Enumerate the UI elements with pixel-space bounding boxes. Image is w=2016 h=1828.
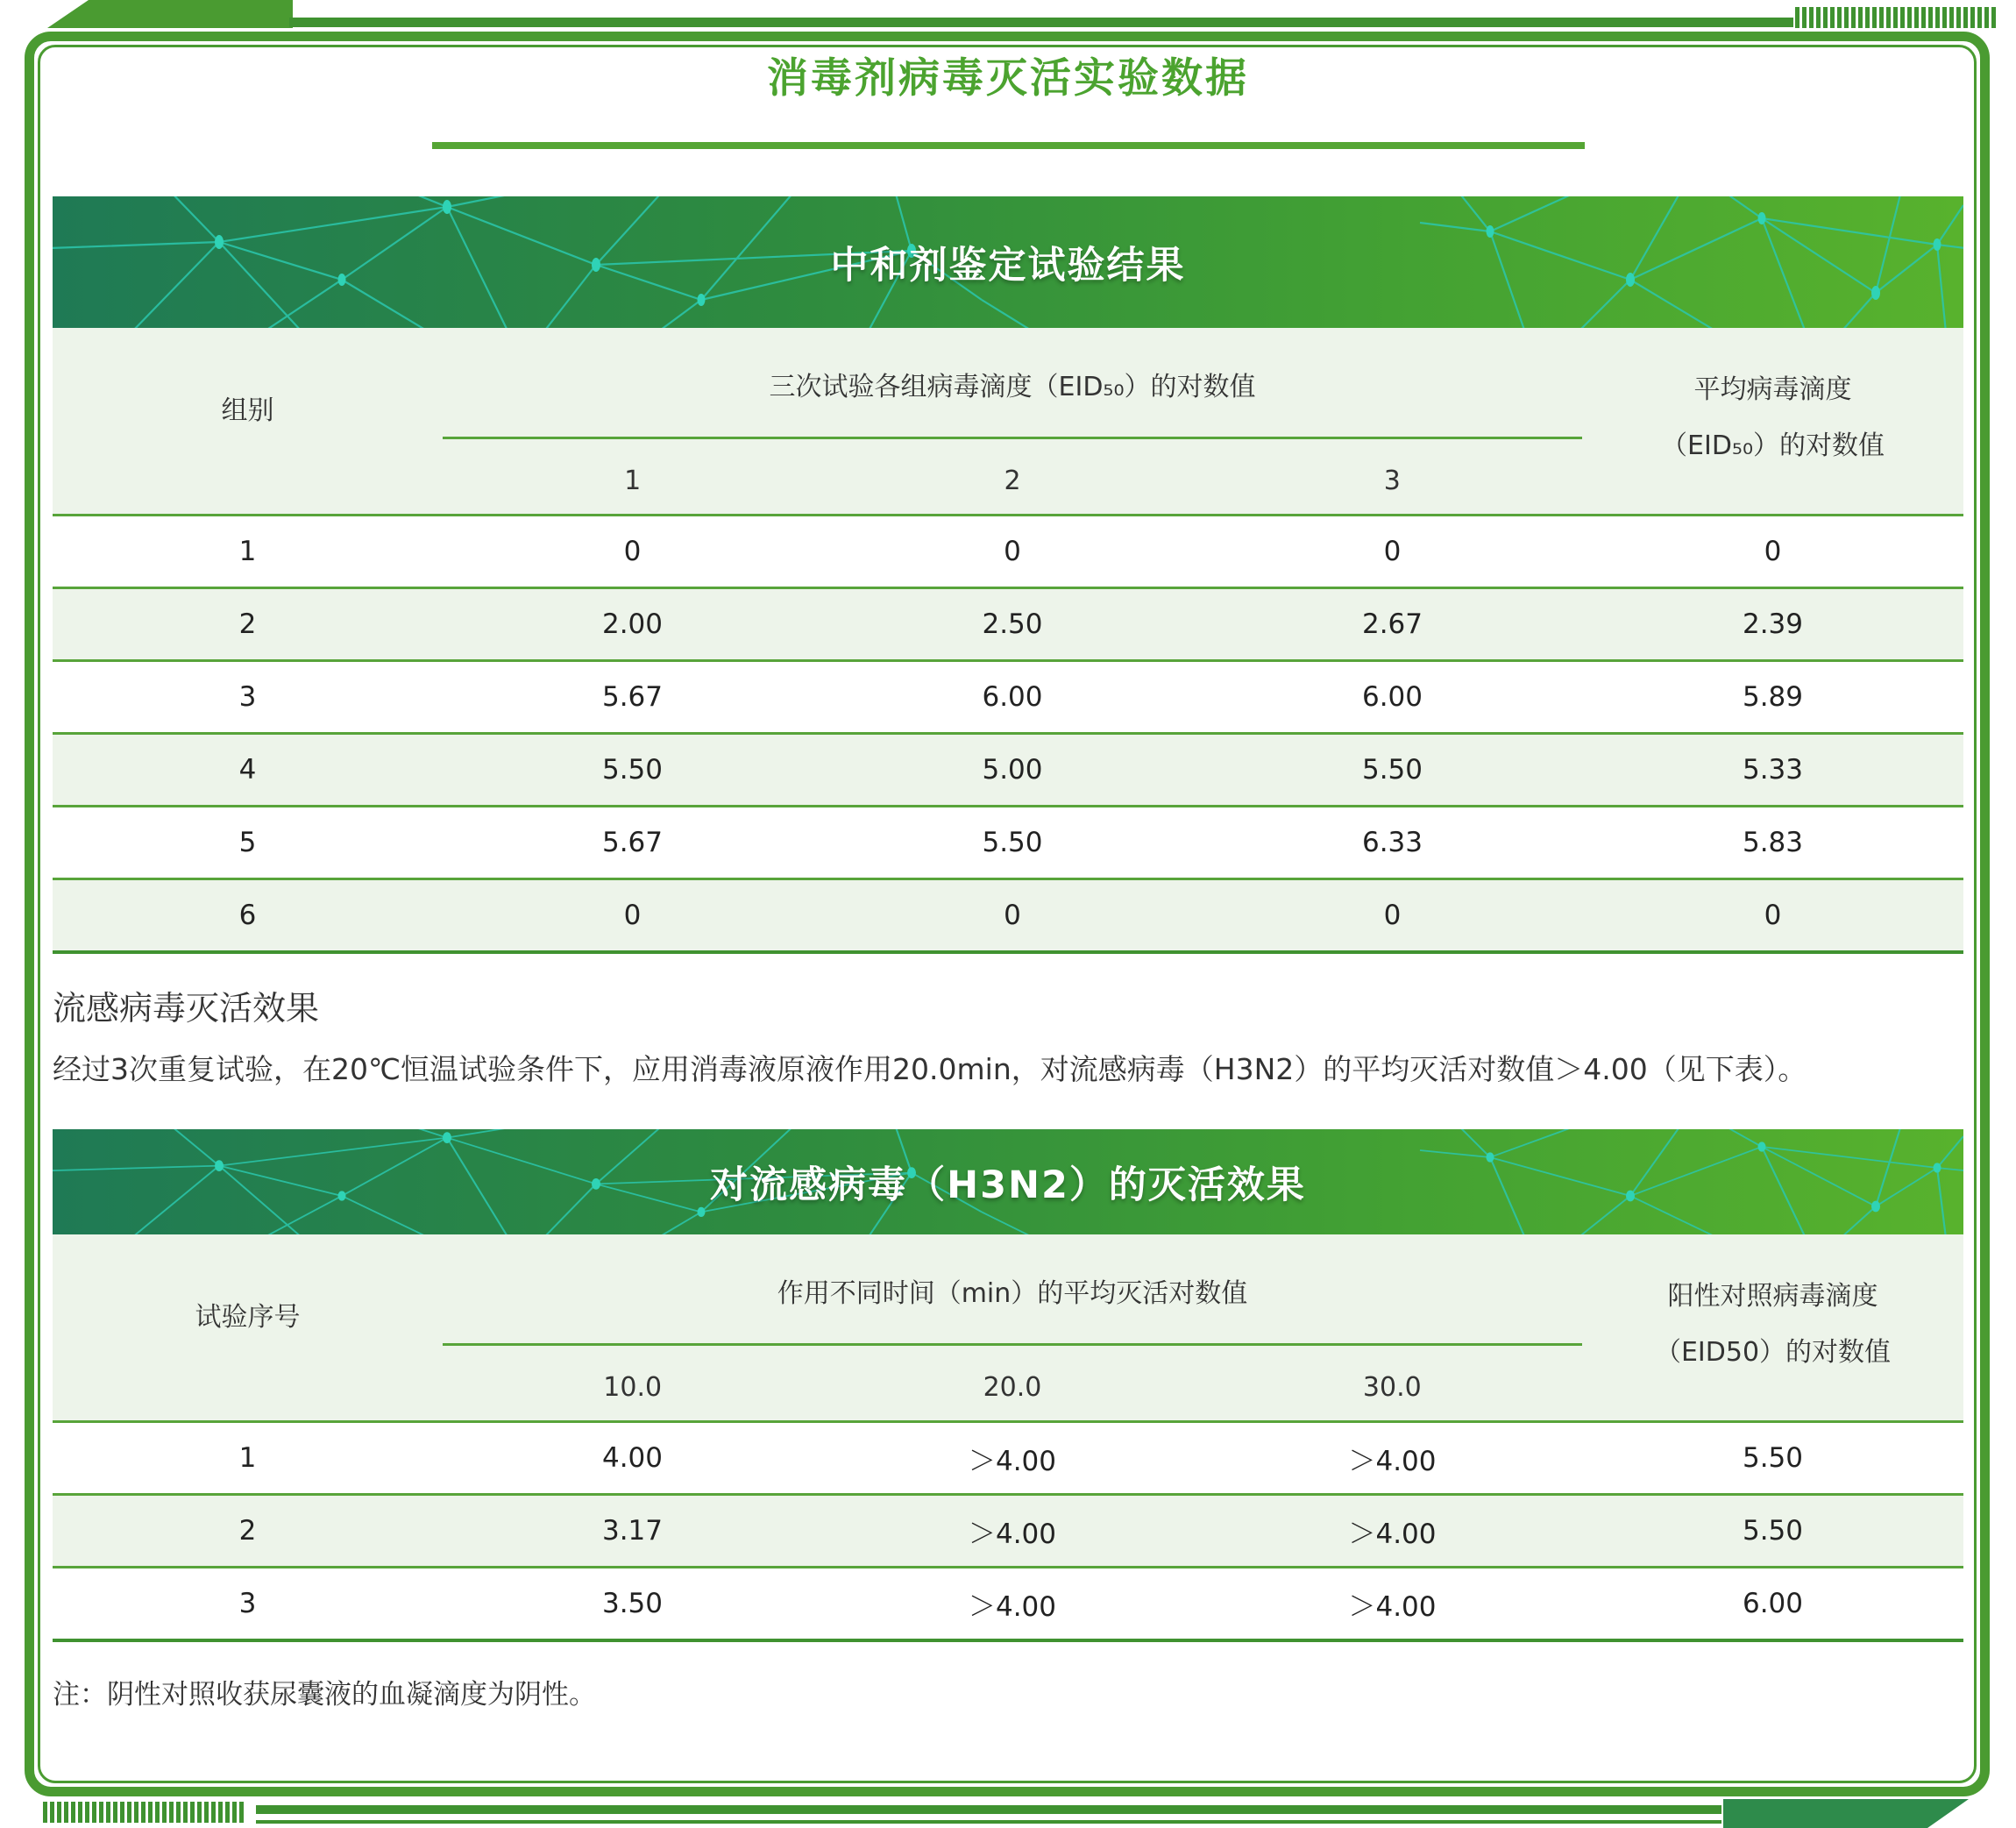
table1-group-header-label: 三次试验各组病毒滴度（EID₅₀）的对数值 (769, 372, 1256, 403)
corner-trapezoid-bottom-right (1723, 1799, 1969, 1828)
table-cell: 4 (238, 754, 257, 786)
table1-subcol-3: 3 (1383, 466, 1401, 497)
table2-row-header-label: 试验序号 (195, 1302, 301, 1334)
table-cell: ＞4.00 (968, 1445, 1057, 1477)
table2-subcol-2: 20.0 (983, 1372, 1042, 1404)
table-cell: 0 (1383, 536, 1402, 568)
table-cell: 5.50 (1742, 1442, 1804, 1475)
table1-subcol-2: 2 (1004, 466, 1021, 497)
table2-subcolumn-labels (443, 1372, 1582, 1403)
influenza-effect-text-section (53, 989, 1963, 1098)
section-heading: 流感病毒灭活效果 (53, 989, 320, 1028)
table-cell: 3 (238, 1588, 257, 1620)
table-cell: 0 (1004, 536, 1021, 568)
table-row (53, 587, 1963, 659)
top-barcode-trim (1795, 7, 1997, 28)
table1-subcolumn-labels (443, 466, 1582, 496)
footnote: 注：阴性对照收获尿囊液的血凝滴度为阴性。 (53, 1679, 596, 1711)
table2-header-row (53, 1234, 1963, 1420)
table-cell: 5.89 (1742, 681, 1804, 714)
title-underline (432, 142, 1585, 149)
table-cell: 0 (1764, 536, 1782, 568)
table-cell: 5 (238, 827, 257, 859)
table-cell: 1 (238, 1442, 257, 1475)
table-cell: 4.00 (601, 1442, 664, 1475)
table-cell: 5.50 (601, 754, 664, 786)
table2-group-header-label: 作用不同时间（min）的平均灭活对数值 (777, 1278, 1248, 1310)
table1-subcol-1: 1 (624, 466, 642, 497)
bottom-trim-line-thin (256, 1820, 1721, 1824)
table-cell: 5.50 (982, 827, 1043, 859)
table2-banner-title: 对流感病毒（H3N2）的灭活效果 (710, 1163, 1306, 1207)
table-cell: ＞4.00 (1348, 1590, 1437, 1623)
corner-trapezoid-top-left (47, 0, 293, 28)
table-cell: 5.33 (1742, 754, 1804, 786)
table2-positive-control-header-line1: 阳性对照病毒滴度 (1667, 1281, 1878, 1312)
table-row (53, 732, 1963, 805)
table2-positive-control-header-line2: （EID50）的对数值 (1654, 1337, 1892, 1369)
table2-group-header (443, 1234, 1582, 1420)
table-cell: 5.00 (982, 754, 1043, 786)
table-cell: 6.00 (1742, 1588, 1804, 1620)
table-cell: 2.50 (982, 608, 1043, 641)
table-cell: ＞4.00 (968, 1590, 1057, 1623)
table-cell: 2.39 (1742, 608, 1804, 641)
table2-positive-control-header (1582, 1234, 1963, 1420)
table2-subcol-1: 10.0 (603, 1372, 663, 1404)
table-cell: 5.50 (1742, 1515, 1804, 1547)
table-cell: 5.67 (601, 827, 664, 859)
table-cell: 3 (238, 681, 257, 714)
table1-header-row (53, 328, 1963, 514)
table1-banner-title: 中和剂鉴定试验结果 (830, 243, 1186, 288)
table-row (53, 659, 1963, 732)
table-row (53, 1420, 1963, 1493)
table-cell: 6 (238, 900, 257, 932)
table1-banner (53, 196, 1963, 328)
table-cell: 0 (623, 900, 642, 932)
table1-average-header-line2: （EID₅₀）的对数值 (1661, 430, 1885, 462)
table2-body (53, 1420, 1963, 1642)
table1-body (53, 514, 1963, 954)
table1-average-header-line1: 平均病毒滴度 (1693, 374, 1852, 406)
table-cell: 5.67 (601, 681, 664, 714)
bottom-trim-line (256, 1805, 1721, 1814)
page-title: 消毒剂病毒灭活实验数据 (767, 54, 1249, 103)
table-cell: ＞4.00 (968, 1518, 1057, 1550)
table-cell: 3.50 (601, 1588, 664, 1620)
table2-group-header-divider (443, 1343, 1582, 1346)
section-paragraph: 经过3次重复试验，在20℃恒温试验条件下，应用消毒液原液作用20.0min，对流感病毒（H3N2）的平均灭活对数值＞4.00（见下表）。 (53, 1051, 1807, 1086)
neutralizer-table-section (53, 196, 1963, 954)
table-cell: 0 (1764, 900, 1782, 932)
table-cell: 5.83 (1742, 827, 1804, 859)
table-cell: 0 (1004, 900, 1021, 932)
table-cell: 2 (238, 1515, 257, 1547)
top-trim-line (289, 18, 1793, 27)
page-content (53, 44, 1963, 1711)
table-cell: ＞4.00 (1348, 1445, 1437, 1477)
table-cell: 2.00 (601, 608, 664, 641)
table-cell: 5.50 (1361, 754, 1423, 786)
table-row (53, 1493, 1963, 1566)
table1-row-header-label: 组别 (221, 395, 274, 427)
table-cell: 6.33 (1361, 827, 1423, 859)
table-cell: 6.00 (982, 681, 1043, 714)
table-cell: 1 (238, 536, 257, 568)
table-row (53, 1566, 1963, 1639)
table-row (53, 878, 1963, 950)
table2-banner (53, 1129, 1963, 1234)
table-cell: 0 (1383, 900, 1402, 932)
table-cell: 6.00 (1361, 681, 1423, 714)
table-cell: 2 (238, 608, 257, 641)
table-row (53, 514, 1963, 587)
table-cell: 3.17 (601, 1515, 664, 1547)
table1-average-header (1582, 328, 1963, 514)
h3n2-table-section (53, 1129, 1963, 1642)
table2-subcol-3: 30.0 (1362, 1372, 1422, 1404)
table-cell: 0 (623, 536, 642, 568)
table-row (53, 805, 1963, 878)
table-cell: ＞4.00 (1348, 1518, 1437, 1550)
bottom-barcode-trim (43, 1802, 245, 1823)
table1-group-header (443, 328, 1582, 514)
table-cell: 2.67 (1361, 608, 1423, 641)
table1-group-header-divider (443, 437, 1582, 439)
